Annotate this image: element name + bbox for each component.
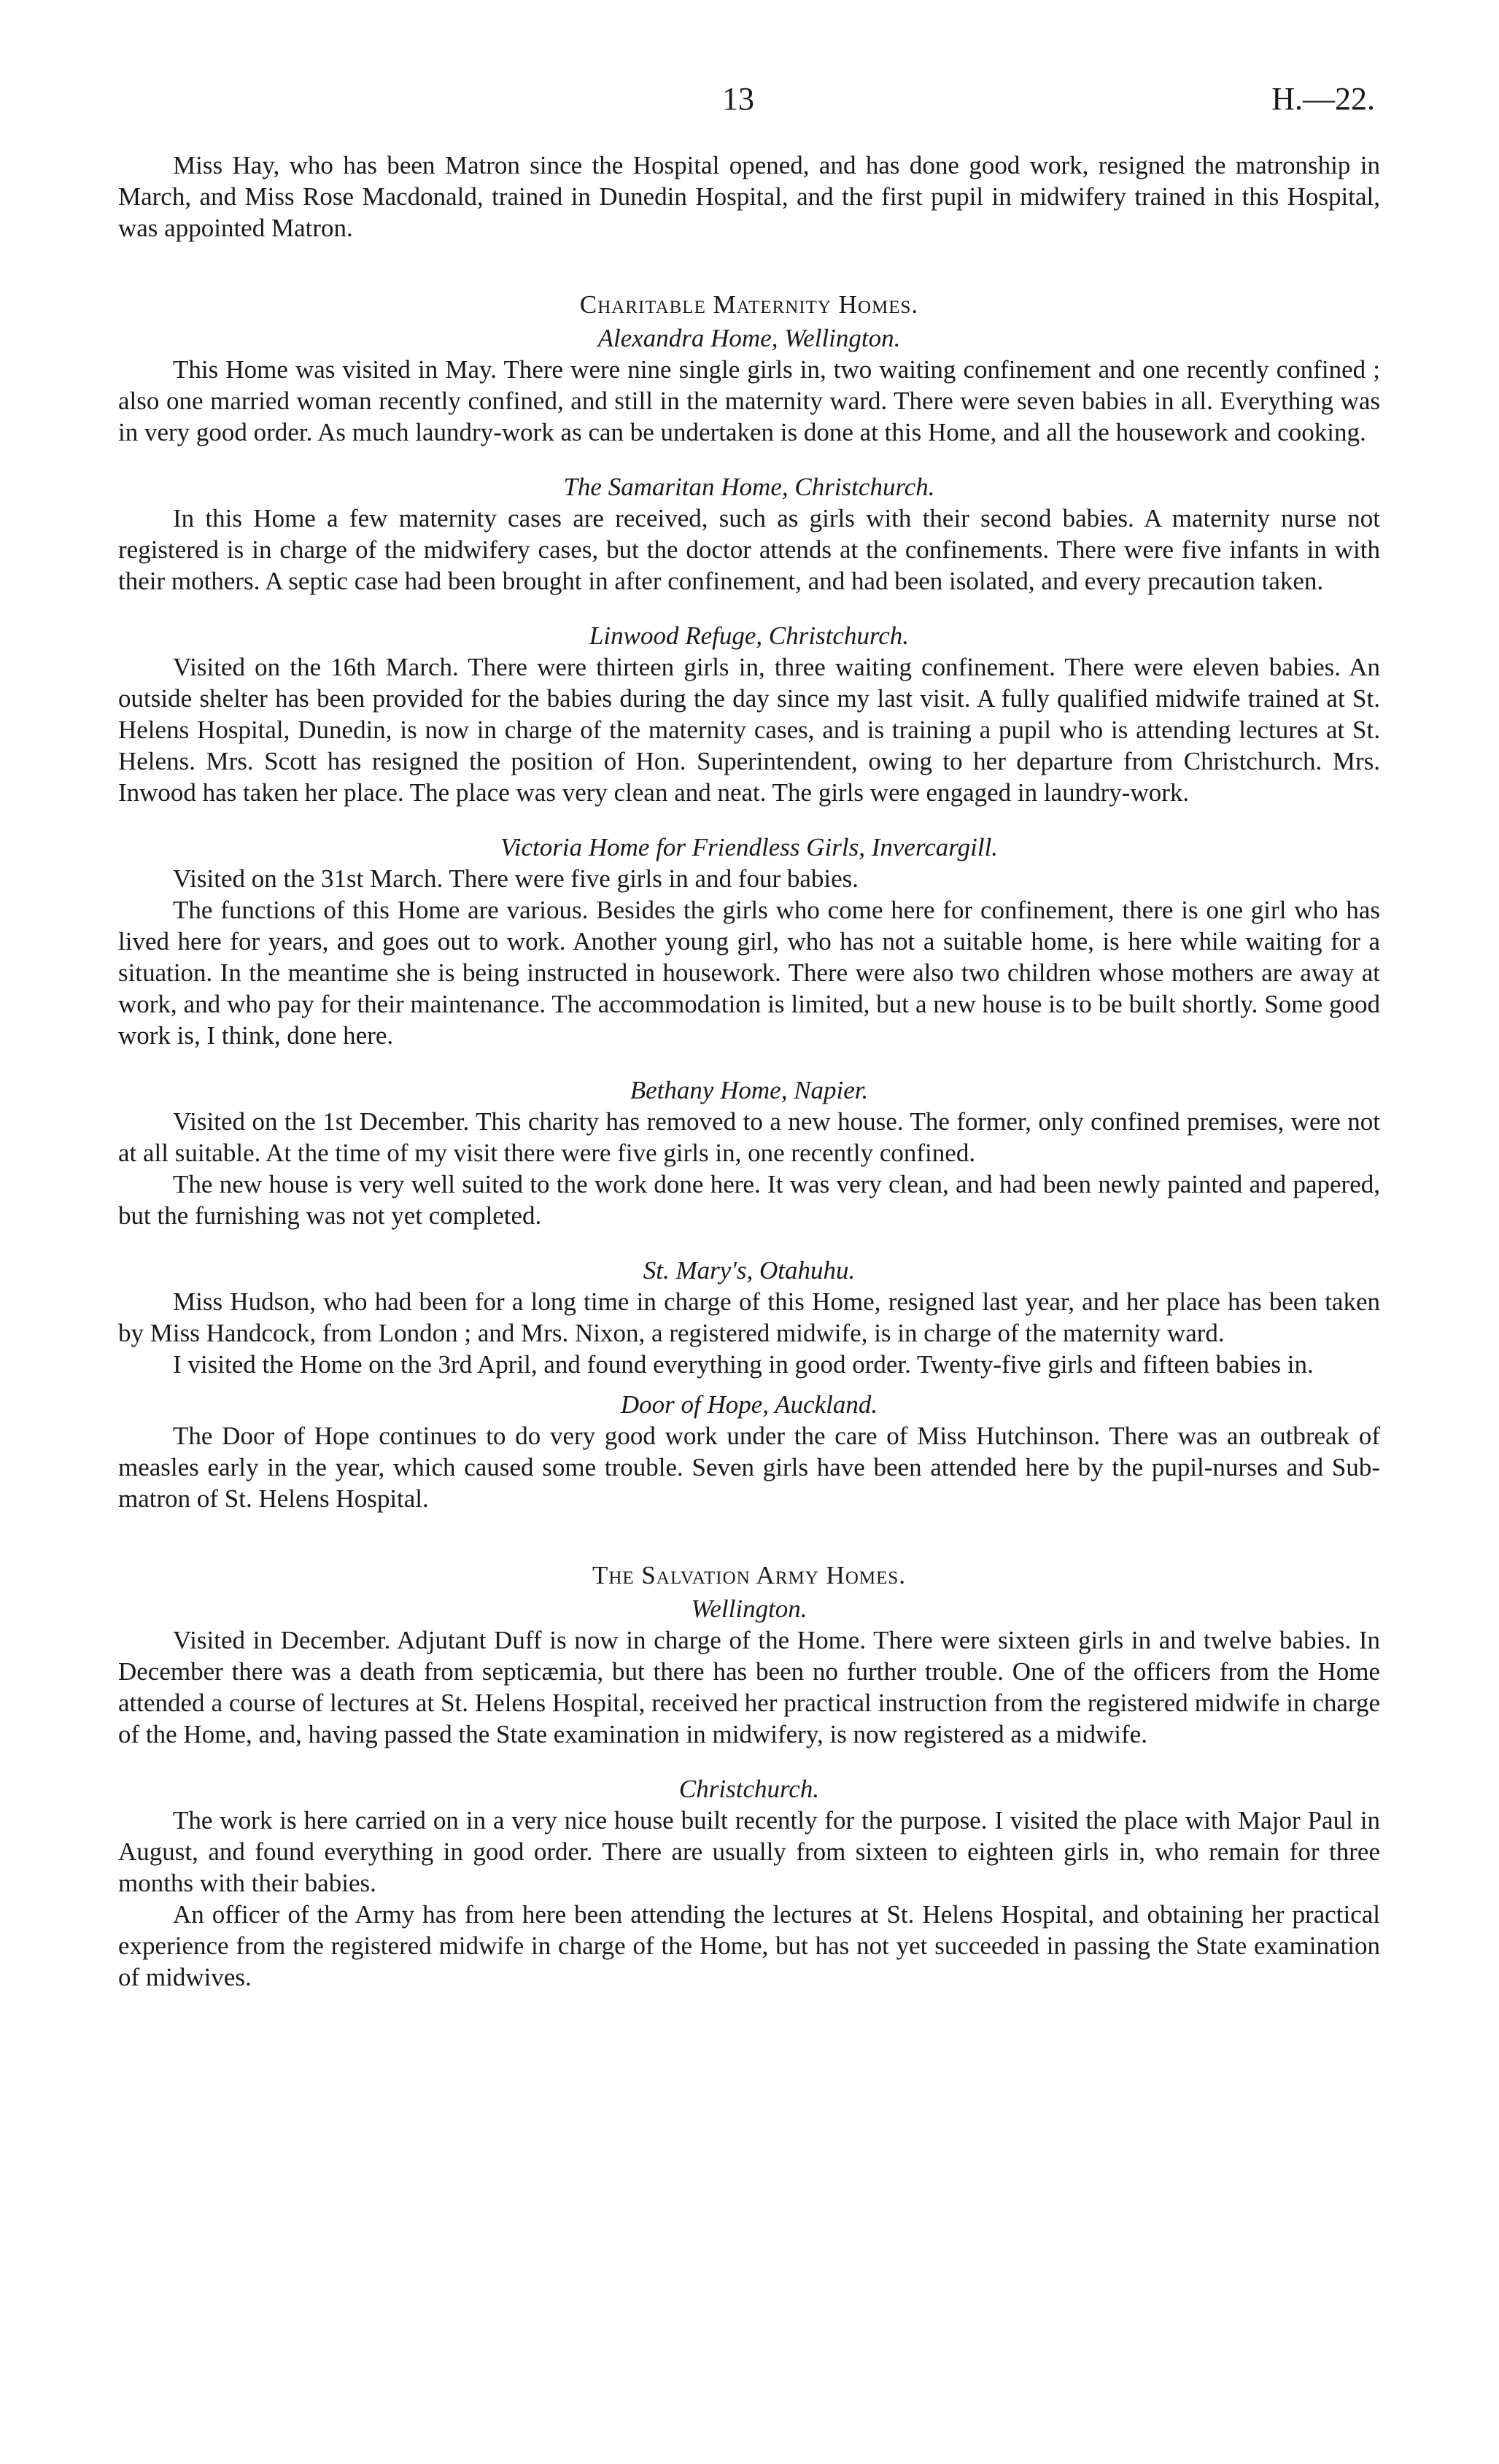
paragraph-st-marys-1: Miss Hudson, who had been for a long time in charge of this Home, resigned last year, and her place has been taken by Miss Handcock, from London ; and Mrs. Nixon, a registered midwife, is in charge of the maternity ward. xyxy=(118,1287,1380,1347)
paragraph-wellington: Visited in December. Adjutant Duff is now in charge of the Home. There were sixteen girls in and twelve babies. In December there was a death from septicæmia, but there has been no further trouble. One of the officers from the Home attended a course of lectures at St. Helens Hospital, received her practical instruction from the registered midwife in charge of the Home, and, having passed the State examination in midwifery, is now registered as a midwife. xyxy=(118,1626,1380,1748)
page-header xyxy=(0,80,1499,124)
subheading-bethany: Bethany Home, Napier. xyxy=(630,1076,869,1104)
paragraph-christchurch-2: An officer of the Army has from here been attending the lectures at St. Helens Hospital, and obtaining her practical experience from the registered midwife in charge of the Home, but has not yet succeeded in passing the State examination of midwives. xyxy=(118,1900,1380,1991)
subheading-door-of-hope: Door of Hope, Auckland. xyxy=(620,1390,878,1419)
subheading-linwood: Linwood Refuge, Christchurch. xyxy=(589,621,910,650)
subheading-wellington: Wellington. xyxy=(691,1595,807,1623)
paragraph-samaritan: In this Home a few maternity cases are received, such as girls with their second babies. A maternity nurse not registered is in charge of the midwifery cases, but the doctor attends at the confinements. There were five infants in with their mothers. A septic case had been brought in after confinement, and had been isolated, and every precaution taken. xyxy=(118,504,1380,595)
page-number: 13 xyxy=(722,81,754,117)
subheading-samaritan: The Samaritan Home, Christchurch. xyxy=(563,473,935,501)
paragraph-victoria-1: Visited on the 31st March. There were five girls in and four babies. xyxy=(173,864,859,893)
section-heading-charitable: Charitable Maternity Homes. xyxy=(579,290,919,319)
subheading-alexandra: Alexandra Home, Wellington. xyxy=(597,324,901,352)
section-heading-salvation-army: The Salvation Army Homes. xyxy=(592,1561,907,1589)
subheading-christchurch: Christchurch. xyxy=(678,1775,820,1803)
paragraph-door-of-hope: The Door of Hope continues to do very good work under the care of Miss Hutchinson. There was an outbreak of measles early in the year, which caused some trouble. Seven girls have been attended here by the pupil-nurses and Sub-matron of St. Helens Hospital. xyxy=(118,1422,1380,1513)
subheading-st-marys: St. Mary's, Otahuhu. xyxy=(643,1256,856,1285)
subheading-victoria: Victoria Home for Friendless Girls, Invercargill. xyxy=(500,833,999,861)
intro-paragraph: Miss Hay, who has been Matron since the Hospital opened, and has done good work, resigned the matronship in March, and Miss Rose Macdonald, trained in Dunedin Hospital, and the first pupil in midwifery trained in this Hospital, was appointed Matron. xyxy=(118,151,1380,242)
paragraph-linwood: Visited on the 16th March. There were thirteen girls in, three waiting confinement. There were eleven babies. An outside shelter has been provided for the babies during the day since my last visit. A fully qualified midwife trained at St. Helens Hospital, Dunedin, is now in charge of the maternity cases, and is training a pupil who is attending lectures at St. Helens. Mrs. Scott has resigned the position of Hon. Superintendent, owing to her departure from Christchurch. Mrs. Inwood has taken her place. The place was very clean and neat. The girls were engaged in laundry-work. xyxy=(118,653,1380,807)
paragraph-bethany-1: Visited on the 1st December. This charity has removed to a new house. The former, only confined premises, were not at all suitable. At the time of my visit there were five girls in, one recently confined. xyxy=(118,1107,1380,1167)
paragraph-christchurch-1: The work is here carried on in a very nice house built recently for the purpose. I visited the place with Major Paul in August, and found everything in good order. There are usually from sixteen to eighteen girls in, who remain for three months with their babies. xyxy=(118,1806,1380,1897)
paragraph-alexandra: This Home was visited in May. There were nine single girls in, two waiting confinement and one recently confined ; also one married woman recently confined, and still in the maternity ward. There were seven babies in all. Everything was in very good order. As much laundry-work as can be undertaken is done at this Home, and all the housework and cooking. xyxy=(118,355,1380,446)
paragraph-victoria-2: The functions of this Home are various. Besides the girls who come here for confinement, there is one girl who has lived here for years, and goes out to work. Another young girl, who has not a suitable home, is here while waiting for a situation. In the meantime she is being instructed in housework. There were also two children whose mothers are away at work, and who pay for their maintenance. The accommodation is limited, but a new house is to be built shortly. Some good work is, I think, done here. xyxy=(118,896,1380,1050)
document-body xyxy=(118,150,1380,1993)
paragraph-st-marys-2: I visited the Home on the 3rd April, and found everything in good order. Twenty-five girls and fifteen babies in. xyxy=(173,1350,1314,1379)
paragraph-bethany-2: The new house is very well suited to the work done here. It was very clean, and had been newly painted and papered, but the furnishing was not yet completed. xyxy=(118,1170,1380,1230)
document-reference: H.—22. xyxy=(1271,81,1375,117)
